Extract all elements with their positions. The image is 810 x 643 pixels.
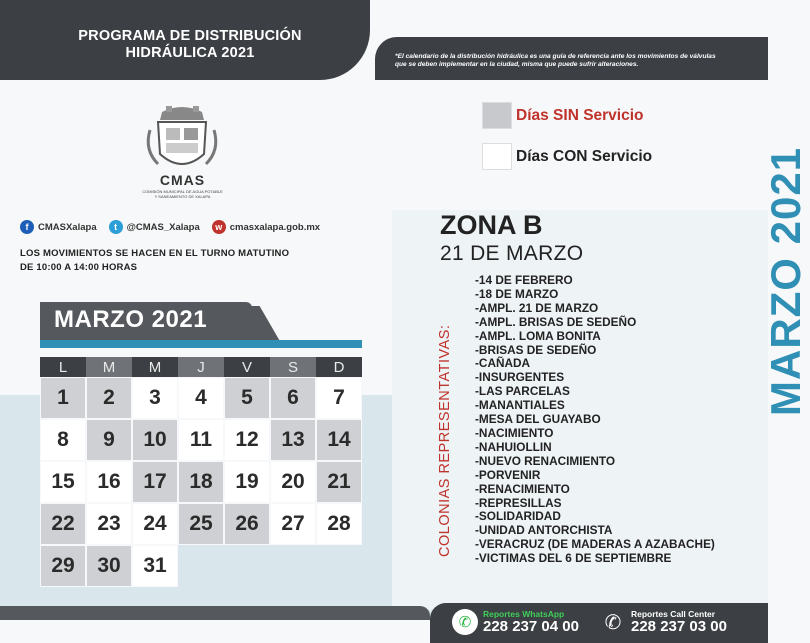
weekday-header: J [178, 357, 224, 377]
legend [482, 102, 652, 184]
calendar-stripe [40, 340, 362, 348]
calendar-day: 12 [224, 419, 270, 461]
calendar-day: 27 [270, 503, 316, 545]
calendar-day: 10 [132, 419, 178, 461]
colonia-item: -UNIDAD ANTORCHISTA [475, 523, 613, 538]
zone-date: 21 DE MARZO [440, 242, 584, 265]
callcenter-text [631, 609, 727, 635]
whatsapp-contact[interactable] [452, 609, 579, 635]
colonia-item: -CAÑADA [475, 356, 531, 371]
colonia-item: -AMPL. BRISAS DE SEDEÑO [475, 314, 637, 329]
calendar-day: 2 [86, 377, 132, 419]
footer-strip [0, 606, 430, 620]
logo-subtitle-line1: COMISIÓN MUNICIPAL DE AGUA POTABLE [142, 189, 223, 194]
colonia-item: -REPRESILLAS [475, 495, 562, 510]
colonia-item: -NUEVO RENACIMIENTO [475, 453, 616, 468]
calendar-day: 19 [224, 461, 270, 503]
whatsapp-icon: ✆ [452, 609, 478, 635]
weekday-header: S [270, 357, 316, 377]
calendar-day: 18 [178, 461, 224, 503]
calendar-day: 23 [86, 503, 132, 545]
calendar-day: 21 [316, 461, 362, 503]
calendar-day: 28 [316, 503, 362, 545]
side-month-title: MARZO 2021 [762, 146, 809, 416]
colonia-item: -VERACRUZ (DE MADERAS A AZABACHE) [475, 537, 715, 552]
weekday-header: D [316, 357, 362, 377]
colonia-item: -VICTIMAS DEL 6 DE SEPTIEMBRE [475, 551, 672, 566]
weekday-header: V [224, 357, 270, 377]
legend-swatch-off [482, 102, 512, 129]
twitter-link[interactable] [109, 220, 200, 234]
colonia-item: -INSURGENTES [475, 370, 565, 385]
calendar-day: 30 [86, 545, 132, 587]
whatsapp-label: Reportes WhatsApp [483, 609, 565, 619]
callcenter-label: Reportes Call Center [631, 609, 716, 619]
calendar-day: 29 [40, 545, 86, 587]
weekday-header: M [86, 357, 132, 377]
header [0, 0, 768, 80]
colonia-item: -AMPL. LOMA BONITA [475, 328, 601, 343]
whatsapp-number: 228 237 04 00 [483, 618, 579, 635]
calendar-day: 11 [178, 419, 224, 461]
web-icon: w [212, 220, 226, 234]
logo-name: CMAS [159, 172, 206, 188]
colonia-item: -MANANTIALES [475, 398, 565, 413]
zone-name: ZONA B [440, 210, 543, 240]
calendar-day: 24 [132, 503, 178, 545]
calendar-day: 9 [86, 419, 132, 461]
calendar-day: 14 [316, 419, 362, 461]
calendar-day: 25 [178, 503, 224, 545]
social-links [20, 220, 332, 234]
program-title [60, 28, 320, 62]
colonia-item: -RENACIMIENTO [475, 481, 570, 496]
legend-with-service [482, 143, 652, 170]
weekday-header: L [40, 357, 86, 377]
website-url: cmasxalapa.gob.mx [229, 221, 321, 233]
shift-note-line1: LOS MOVIMIENTOS SE HACEN EN EL TURNO MATUTINO [20, 248, 290, 259]
calendar-grid [40, 357, 362, 587]
colonias-label: COLONIAS REPRESENTATIVAS: [437, 324, 453, 557]
calendar-day: 31 [132, 545, 178, 587]
legend-without-service [482, 102, 652, 129]
facebook-handle: CMASXalapa [38, 221, 97, 233]
legend-label-off: Días SIN Servicio [516, 106, 644, 124]
colonia-item: -LAS PARCELAS [475, 384, 570, 399]
website-link[interactable] [212, 220, 320, 234]
shift-note-line2: DE 10:00 A 14:00 HORAS [20, 262, 138, 273]
callcenter-number: 228 237 03 00 [631, 618, 727, 635]
facebook-link[interactable] [20, 220, 97, 234]
disclaimer-note [395, 53, 765, 69]
calendar-day: 17 [132, 461, 178, 503]
callcenter-contact[interactable] [600, 609, 727, 635]
colonia-item: -14 DE FEBRERO [475, 273, 573, 287]
program-title-line1: PROGRAMA DE DISTRIBUCIÓN [78, 28, 302, 44]
logo-subtitle [130, 189, 235, 199]
colonia-item: -MESA DEL GUAYABO [475, 412, 601, 427]
colonia-item: -NACIMIENTO [475, 425, 554, 440]
calendar-day: 22 [40, 503, 86, 545]
weekday-header: M [132, 357, 178, 377]
legend-swatch-on [482, 143, 512, 170]
twitter-icon: t [109, 220, 123, 234]
calendar-day: 26 [224, 503, 270, 545]
shift-note [20, 247, 340, 275]
calendar-day: 3 [132, 377, 178, 419]
calendar-day: 7 [316, 377, 362, 419]
calendar-day: 13 [270, 419, 316, 461]
calendar-day: 1 [40, 377, 86, 419]
legend-label-on: Días CON Servicio [516, 147, 653, 165]
colonias-list [475, 274, 715, 566]
logo-subtitle-line2: Y SANEAMIENTO DE XALAPA [154, 194, 211, 199]
whatsapp-text [483, 609, 579, 635]
calendar-day: 8 [40, 419, 86, 461]
disclaimer-line2: que se deben implementar en la ciudad, misma que puede sufrir alteraciones. [395, 61, 639, 68]
calendar-day: 6 [270, 377, 316, 419]
twitter-handle: @CMAS_Xalapa [126, 221, 200, 233]
calendar-day: 4 [178, 377, 224, 419]
phone-icon: ✆ [604, 611, 622, 634]
calendar-day: 5 [224, 377, 270, 419]
calendar-day: 16 [86, 461, 132, 503]
colonia-item: -NAHUIOLLIN [475, 439, 552, 454]
calendar-day: 20 [270, 461, 316, 503]
colonia-item: -18 DE MARZO [475, 286, 559, 301]
colonia-item: -SOLIDARIDAD [475, 509, 561, 524]
colonia-item: -AMPL. 21 DE MARZO [475, 300, 599, 315]
calendar-title: MARZO 2021 [54, 306, 208, 333]
disclaimer-line1: *El calendario de la distribución hidráulica es una guía de referencia ante los movimientos de válvulas [395, 53, 716, 60]
facebook-icon: f [20, 220, 34, 234]
calendar-day: 15 [40, 461, 86, 503]
colonia-item: -BRISAS DE SEDEÑO [475, 342, 597, 357]
colonia-item: -PORVENIR [475, 467, 541, 482]
program-title-line2: HIDRÁULICA 2021 [125, 45, 255, 61]
